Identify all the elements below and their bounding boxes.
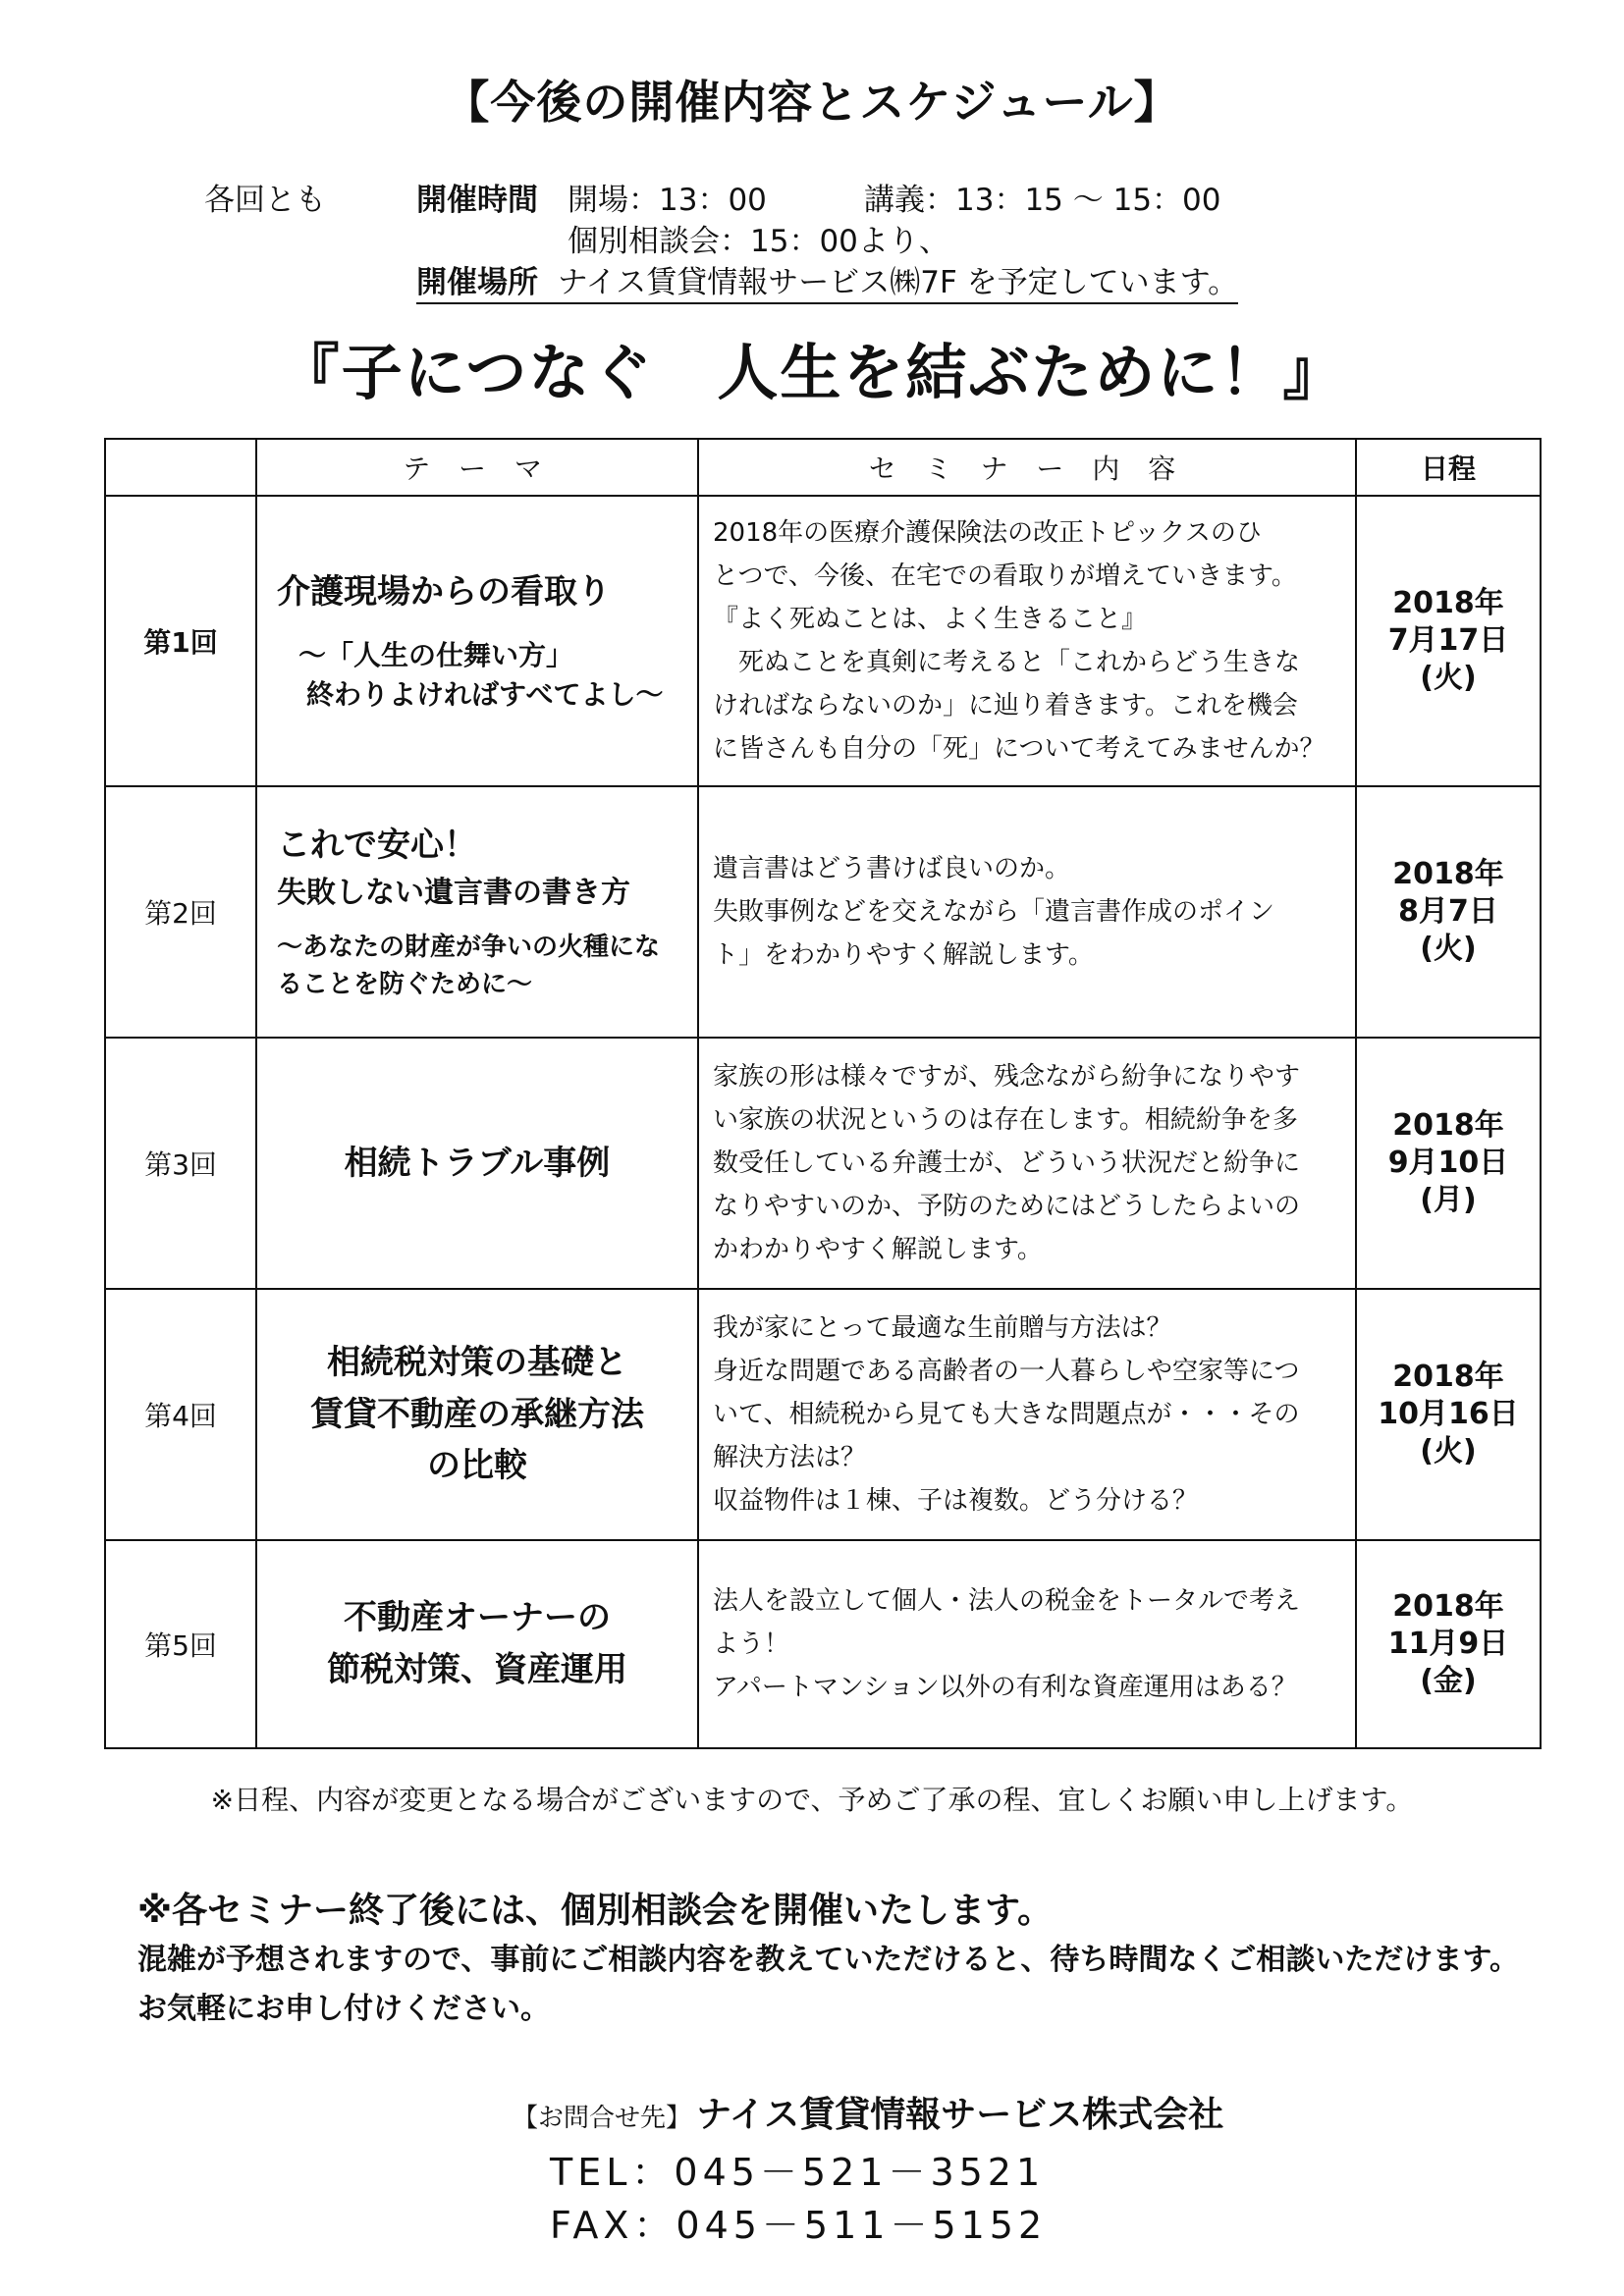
theme-main: 相続税対策の基礎と — [327, 1342, 627, 1382]
table-row — [105, 786, 1541, 1038]
content-line: なりやすいのか、予防のためにはどうしたらよいの — [713, 1192, 1301, 1221]
theme-sub: 賃貸不動産の承継方法 — [310, 1394, 644, 1434]
date-month-day: 10月16日 — [1378, 1397, 1519, 1431]
content-line: ければならないのか」に辿り着きます。これを機会 — [713, 691, 1298, 721]
content-line: 死ぬことを真剣に考えると「これからどう生きな — [713, 648, 1301, 677]
header-date: 日程 — [1356, 439, 1541, 496]
content-line: 『よく死ぬことは、よく生きること』 — [713, 605, 1148, 634]
date-year: 2018年 — [1392, 1589, 1504, 1624]
date-month-day: 11月9日 — [1387, 1627, 1509, 1661]
contact-fax: FAX：045－511－5152 — [550, 2204, 1048, 2247]
theme-sub3: ることを防ぐために～ — [277, 970, 533, 1000]
session-theme — [256, 786, 698, 1038]
session-theme — [256, 496, 698, 786]
session-number: 第2回 — [105, 786, 256, 1038]
date-year: 2018年 — [1392, 1360, 1504, 1394]
date-weekday: (火) — [1420, 661, 1477, 695]
table-row — [105, 1038, 1541, 1289]
date-weekday: (月) — [1420, 1183, 1477, 1217]
content-line: い家族の状況というのは存在します。相続紛争を多 — [713, 1105, 1298, 1135]
contact-company: ナイス賃貸情報サービス株式会社 — [696, 2095, 1224, 2135]
contact-line — [513, 2087, 1223, 2137]
header-blank — [105, 439, 256, 496]
date-year: 2018年 — [1392, 857, 1504, 891]
header-theme: テ ー マ — [256, 439, 698, 496]
theme-main: 相続トラブル事例 — [344, 1143, 611, 1183]
info-open-time: 開場：13：00 — [568, 183, 767, 218]
content-line: 法人を設立して個人・法人の税金をトータルで考え — [713, 1586, 1301, 1616]
theme-sub2: 終わりよければすべてよし～ — [306, 678, 664, 712]
content-line: 2018年の医療介護保険法の改正トピックスのひ — [713, 518, 1262, 548]
session-number: 第5回 — [105, 1540, 256, 1748]
info-place-line — [416, 257, 1238, 301]
theme-sub: 失敗しない遺言書の書き方 — [277, 875, 630, 910]
content-line: 家族の形は様々ですが、残念ながら紛争になりやす — [713, 1062, 1301, 1092]
content-line: よう！ — [713, 1629, 790, 1659]
header-content: セ ミ ナ ー 内 容 — [698, 439, 1356, 496]
session-date — [1356, 1289, 1541, 1540]
info-each-time: 各回とも — [204, 183, 326, 218]
session-theme — [256, 1540, 698, 1748]
content-line: アパートマンション以外の有利な資産運用はある？ — [713, 1673, 1297, 1702]
session-theme — [256, 1038, 698, 1289]
session-date — [1356, 786, 1541, 1038]
content-line: 身近な問題である高齢者の一人暮らしや空家等につ — [713, 1357, 1300, 1386]
schedule-change-note: ※日程、内容が変更となる場合がございますので、予めご了承の程、宜しくお願い申し上げます。 — [210, 1784, 1414, 1816]
info-consultation-time: 個別相談会：15：00より、 — [568, 224, 949, 259]
theme-sub: ～「人生の仕舞い方」 — [298, 638, 574, 671]
contact-tel[interactable]: TEL：045－521－3521 — [550, 2151, 1046, 2194]
date-weekday: (火) — [1420, 932, 1477, 966]
content-line: 解決方法は？ — [713, 1443, 867, 1472]
info-time-label: 開催時間 — [416, 183, 538, 218]
table-header-row — [105, 439, 1541, 496]
date-weekday: (火) — [1420, 1434, 1477, 1468]
session-content — [698, 1289, 1356, 1540]
theme-sub2: の比較 — [427, 1446, 527, 1486]
date-weekday: (金) — [1420, 1664, 1477, 1698]
content-line: いて、相続税から見ても大きな問題点が・・・その — [713, 1400, 1300, 1429]
schedule-table — [104, 438, 1542, 1749]
table-row — [105, 496, 1541, 786]
content-line: ト」をわかりやすく解説します。 — [713, 940, 1094, 970]
theme-sub2: ～あなたの財産が争いの火種にな — [277, 933, 661, 963]
session-content — [698, 496, 1356, 786]
session-content — [698, 1540, 1356, 1748]
content-line: 我が家にとって最適な生前贈与方法は？ — [713, 1313, 1172, 1343]
content-line: 数受任している弁護士が、どういう状況だと紛争に — [713, 1148, 1301, 1178]
theme-main: これで安心！ — [277, 826, 477, 866]
consultation-title: ※各セミナー終了後には、個別相談会を開催いたします。 — [137, 1891, 1054, 1931]
session-date — [1356, 1540, 1541, 1748]
session-content — [698, 786, 1356, 1038]
session-number: 第4回 — [105, 1289, 256, 1540]
content-line: 失敗事例などを交えながら「遺言書作成のポイン — [713, 897, 1275, 927]
session-date — [1356, 496, 1541, 786]
date-month-day: 8月7日 — [1398, 894, 1498, 929]
date-month-day: 7月17日 — [1387, 623, 1509, 658]
info-place-label: 開催場所 — [416, 265, 538, 304]
content-line: に皆さんも自分の「死」について考えてみませんか？ — [713, 734, 1326, 764]
session-number: 第3回 — [105, 1038, 256, 1289]
info-lecture-time: 講義：13：15 ～ 15：00 — [864, 183, 1221, 218]
session-date — [1356, 1038, 1541, 1289]
date-year: 2018年 — [1392, 586, 1504, 620]
content-line: 収益物件は１棟、子は複数。どう分ける？ — [713, 1486, 1199, 1516]
date-year: 2018年 — [1392, 1108, 1504, 1143]
theme-main: 介護現場からの看取り — [277, 572, 611, 613]
consultation-body: 混雑が予想されますので、事前にご相談内容を教えていただけると、待ち時間なくご相談いただけます。お気軽にお申し付けください。 — [137, 1943, 1519, 2026]
theme-main: 不動産オーナーの — [344, 1598, 611, 1638]
info-place: ナイス賃貸情報サービス㈱7F を予定しています。 — [558, 265, 1238, 304]
content-line: かわかりやすく解説します。 — [713, 1235, 1043, 1264]
content-line: 遺言書はどう書けば良いのか。 — [713, 854, 1071, 883]
session-number: 第1回 — [105, 496, 256, 786]
table-row — [105, 1540, 1541, 1748]
seminar-motto: 『子につなぐ 人生を結ぶために！』 — [278, 337, 1346, 408]
session-content — [698, 1038, 1356, 1289]
contact-label: 【お問合せ先】 — [513, 2104, 692, 2133]
session-theme — [256, 1289, 698, 1540]
page-heading: 【今後の開催内容とスケジュール】 — [444, 76, 1180, 129]
table-row — [105, 1289, 1541, 1540]
date-month-day: 9月10日 — [1387, 1146, 1509, 1180]
content-line: とつで、今後、在宅での看取りが増えていきます。 — [713, 561, 1297, 591]
theme-sub: 節税対策、資産運用 — [327, 1650, 627, 1689]
